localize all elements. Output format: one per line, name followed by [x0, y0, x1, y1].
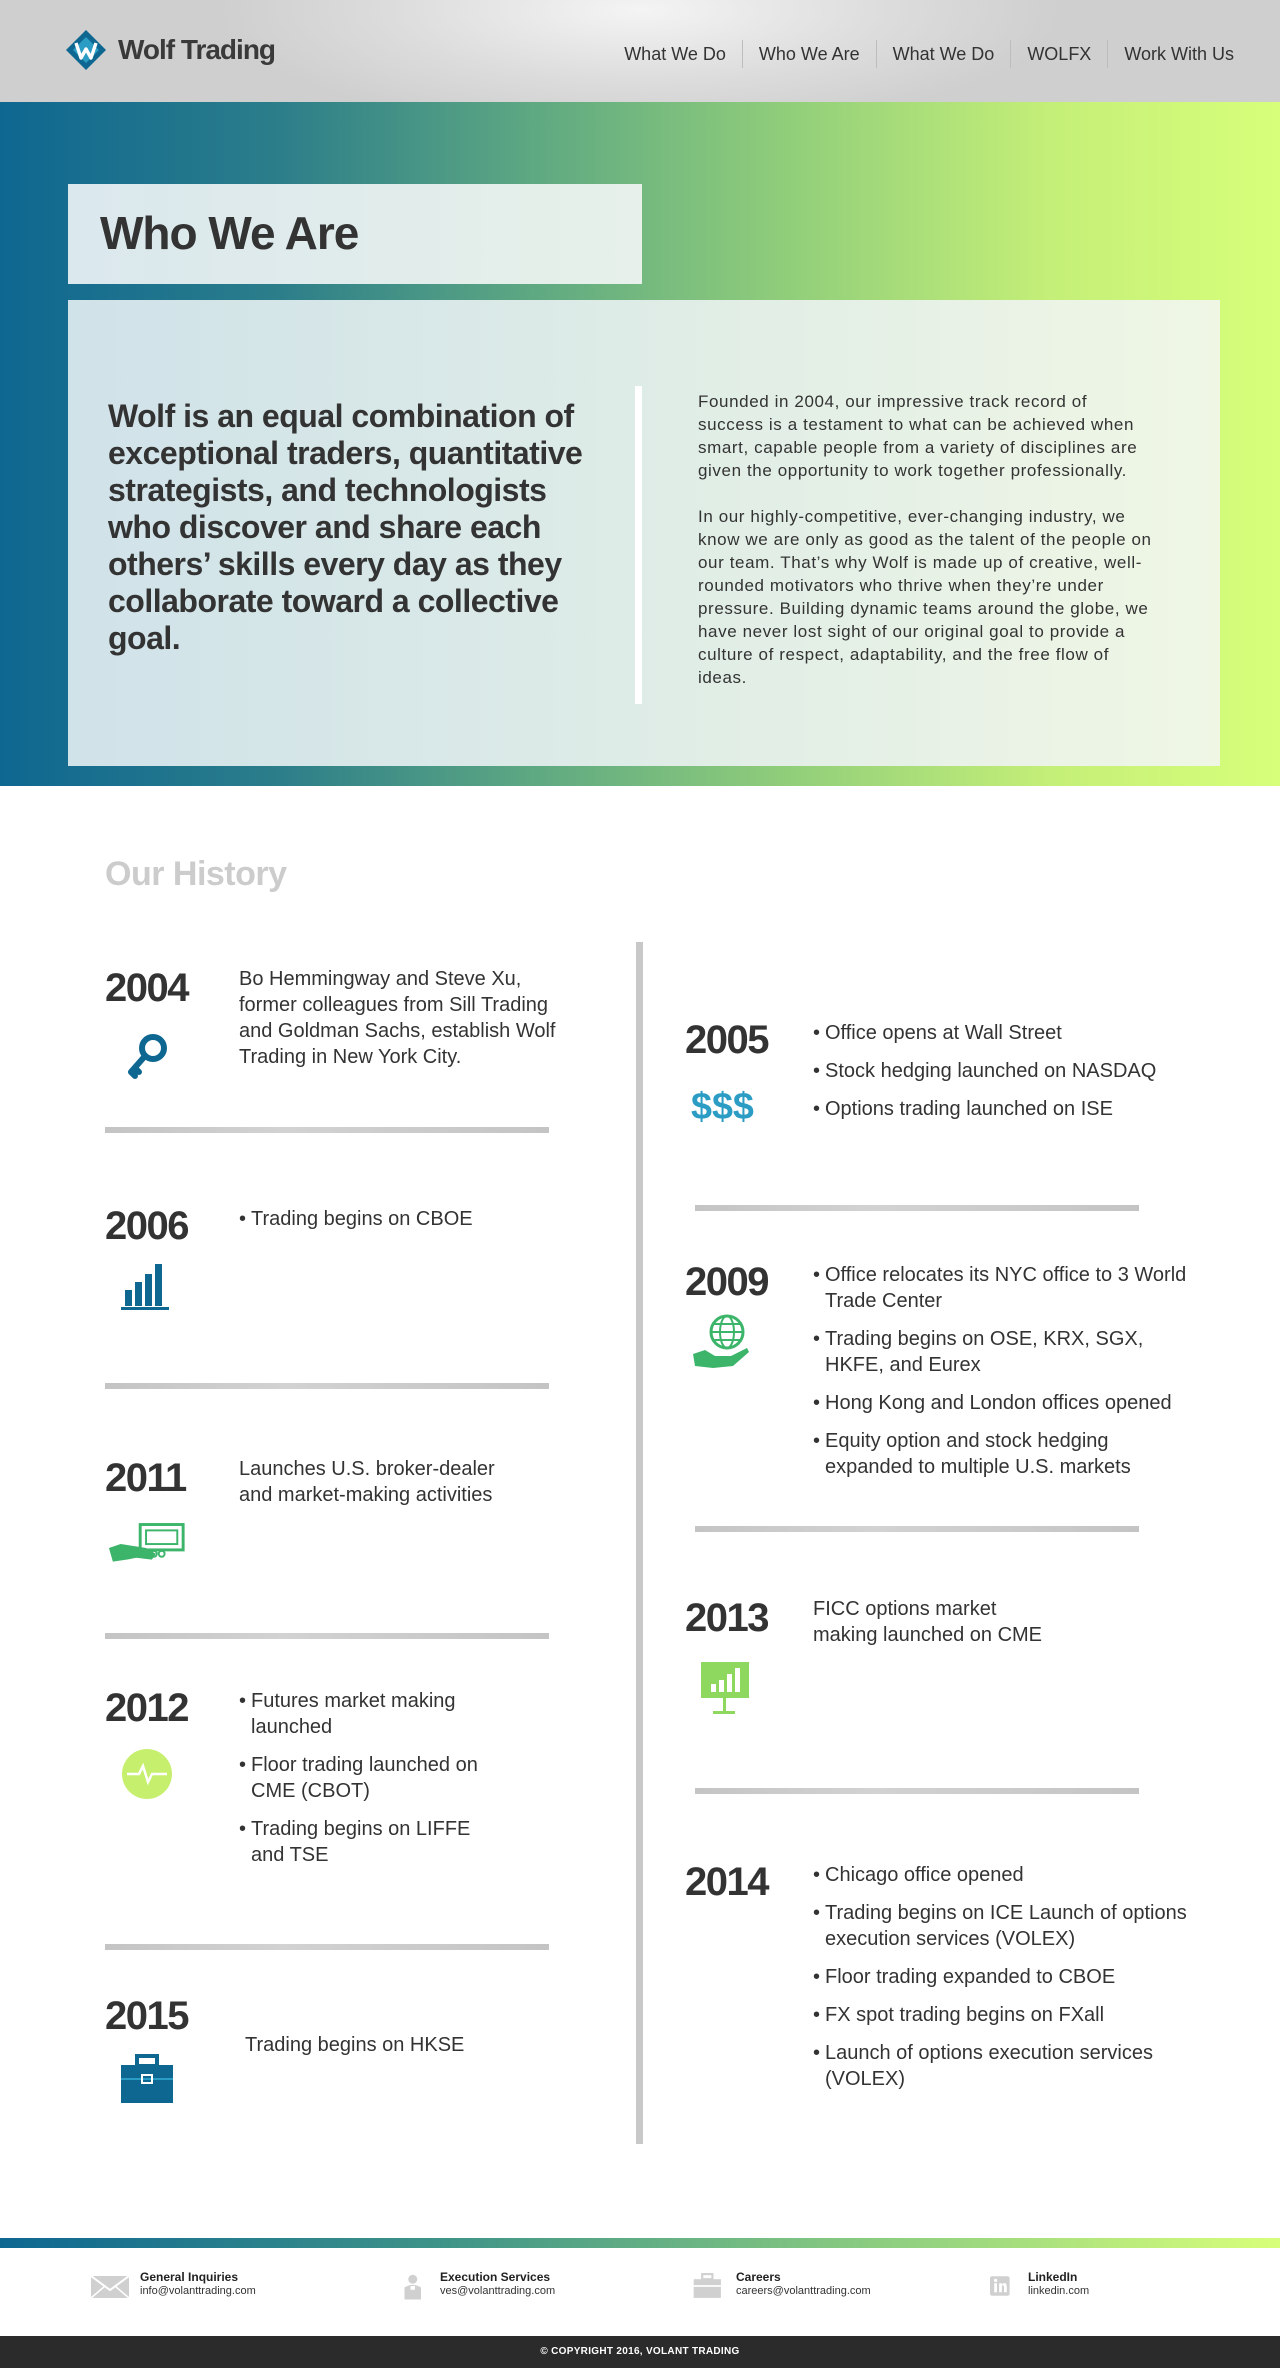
contact-linkedin[interactable] [990, 2270, 1089, 2302]
entry-list [239, 1206, 559, 1244]
entry-year: 2005 [685, 1018, 768, 1062]
dollar-signs-icon [691, 1076, 757, 1132]
person-icon [400, 2270, 430, 2302]
contact-value[interactable]: ves@volanttrading.com [440, 2285, 556, 2297]
intro-paragraph-1: Founded in 2004, our impressive track record of success is a testament to what can be achieved when smart, capable people from a variety of disciplines are given the opportunity to work together professionally. [698, 392, 1138, 480]
list-item: • Futures market making launched [239, 1688, 479, 1740]
brand-name: Wolf Trading [118, 34, 276, 65]
entry-text: FICC options market making launched on CME [813, 1598, 1043, 1646]
nav-what-we-do[interactable]: What We Do [608, 40, 743, 68]
entry-year: 2014 [685, 1860, 768, 1904]
list-item: • Trading begins on CBOE [239, 1206, 559, 1232]
contact-value[interactable]: info@volanttrading.com [140, 2285, 256, 2297]
separator [105, 1127, 549, 1133]
entry-year: 2011 [105, 1456, 186, 1500]
hero-section [0, 102, 1280, 786]
list-item: • Launch of options execution services (VOLEX) [813, 2040, 1193, 2092]
nav-who-we-are[interactable]: Who We Are [743, 40, 877, 68]
pulse-circle-icon [119, 1746, 175, 1802]
nav-work-with-us[interactable]: Work With Us [1124, 44, 1234, 64]
list-item: • FX spot trading begins on FXall [813, 2002, 1193, 2028]
contact-execution-services[interactable] [400, 2270, 555, 2302]
list-item: • Options trading launched on ISE [813, 1096, 1173, 1122]
nav-wolfx[interactable]: WOLFX [1011, 40, 1108, 68]
separator [105, 1944, 549, 1950]
list-item: • Trading begins on LIFFE and TSE [239, 1816, 479, 1868]
footer-gradient-bar [0, 2238, 1280, 2248]
list-item: • Hong Kong and London offices opened [813, 1390, 1193, 1416]
contact-careers[interactable] [692, 2270, 871, 2302]
globe-hand-icon [691, 1310, 755, 1374]
entry-year: 2012 [105, 1686, 188, 1730]
intro-quote: Wolf is an equal combination of exceptional traders, quantitative strategists, and technologists who discover and share each others’ skills every day as they collaborate toward a collective goal. [108, 398, 583, 656]
separator [105, 1633, 549, 1639]
contact-title: Careers [736, 2270, 781, 2284]
svg-text:$$$: $$$ [691, 1085, 754, 1128]
envelope-icon [90, 2270, 130, 2302]
entry-text: Launches U.S. broker-dealer and market-making activities [239, 1458, 495, 1506]
contact-value[interactable]: linkedin.com [1028, 2285, 1090, 2297]
key-icon [119, 1028, 175, 1084]
entry-list [239, 1688, 479, 1880]
contact-value[interactable]: careers@volanttrading.com [736, 2285, 871, 2297]
contact-title: General Inquiries [140, 2270, 239, 2284]
contact-title: Execution Services [440, 2270, 551, 2284]
page-title: Who We Are [100, 207, 359, 259]
entry-year: 2009 [685, 1260, 768, 1304]
intro-body [698, 390, 1154, 689]
page-title-box [68, 184, 642, 284]
entry-year: 2013 [685, 1596, 768, 1640]
timeline-divider [636, 942, 643, 2144]
wolf-logo-icon [64, 28, 108, 72]
list-item: • Chicago office opened [813, 1862, 1193, 1888]
contact-general-inquiries[interactable] [90, 2270, 256, 2302]
brand-logo[interactable] [64, 28, 275, 72]
separator [695, 1205, 1139, 1211]
contact-title: LinkedIn [1028, 2270, 1078, 2284]
bar-chart-icon [119, 1256, 175, 1312]
entry-year: 2006 [105, 1204, 188, 1248]
entry-list [813, 1262, 1193, 1492]
entry-year: 2004 [105, 966, 188, 1010]
briefcase-icon [692, 2270, 726, 2302]
list-item: • Equity option and stock hedging expanded to multiple U.S. markets [813, 1428, 1193, 1480]
list-item: • Office relocates its NYC office to 3 World Trade Center [813, 1262, 1193, 1314]
site-header [0, 0, 1280, 102]
list-item: • Floor trading launched on CME (CBOT) [239, 1752, 479, 1804]
separator [695, 1526, 1139, 1532]
history-title: Our History [105, 855, 287, 893]
footer-contacts [0, 2248, 1280, 2336]
briefcase-icon [119, 2052, 175, 2108]
main-nav [608, 40, 1250, 68]
entry-list [813, 1862, 1193, 2104]
entry-list [813, 1020, 1173, 1134]
presentation-board-icon [697, 1660, 753, 1716]
entry-text: Trading begins on HKSE [245, 2034, 465, 2056]
linkedin-icon [990, 2270, 1018, 2302]
list-item: • Office opens at Wall Street [813, 1020, 1173, 1046]
entry-text: Bo Hemmingway and Steve Xu, former colleagues from Sill Trading and Goldman Sachs, establish Wolf Trading in New York City. [239, 968, 556, 1068]
entry-year: 2015 [105, 1994, 188, 2038]
list-item: • Trading begins on OSE, KRX, SGX, HKFE, and Eurex [813, 1326, 1193, 1378]
separator [695, 1788, 1139, 1794]
list-item: • Floor trading expanded to CBOE [813, 1964, 1193, 1990]
copyright: © COPYRIGHT 2016, VOLANT TRADING [0, 2336, 1280, 2368]
money-hand-icon [107, 1518, 189, 1574]
nav-what-we-do-2[interactable]: What We Do [877, 40, 1012, 68]
list-item: • Stock hedging launched on NASDAQ [813, 1058, 1173, 1084]
intro-paragraph-2: In our highly-competitive, ever-changing industry, we know we are only as good as the talent of the people on our team. That’s why Wolf is made up of creative, well-rounded motivators who thrive when they’re under pressure. Building dynamic teams around the globe, we have never lost sight of our original goal to provide a culture of respect, adaptability, and the free flow of ideas. [698, 507, 1152, 687]
list-item: • Trading begins on ICE Launch of options execution services (VOLEX) [813, 1900, 1193, 1952]
separator [105, 1383, 549, 1389]
intro-card [68, 300, 1220, 766]
intro-divider [635, 386, 642, 704]
